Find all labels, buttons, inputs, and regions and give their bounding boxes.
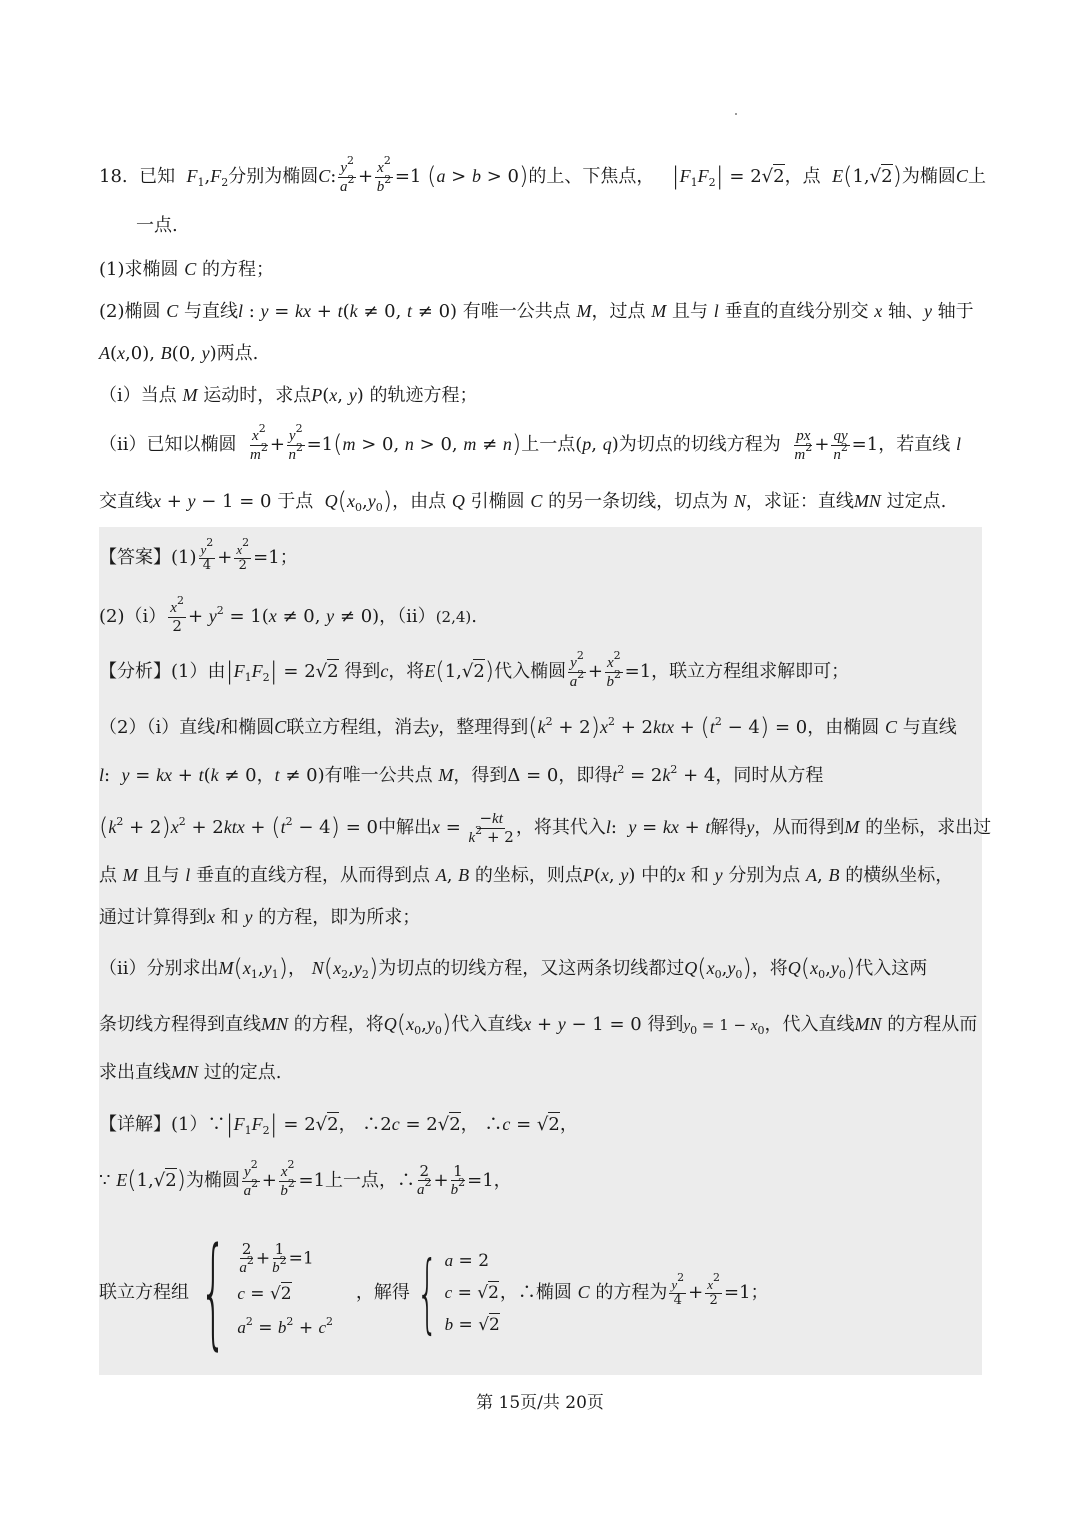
question-line-1: 18. 已知 $F_1,F_2$分别为椭圆C: $\frac{y^2}{a^2}$ + $\frac{x^2}{b^2}$ =1 (a > b > 0)的上、下焦点， $|F_1F_2| = 2√2$，点 E(1,√2)为椭圆C上 [99, 153, 986, 195]
analysis-line-3: l: y = kx + t(k ≠ 0，t ≠ 0)有唯一公共点 M，得到Δ = 0，即得$t^2 = 2k^2 + 4$，同时从方程 [99, 763, 824, 786]
analysis-line-5: 点 M 且与 l 垂直的直线方程，从而得到点 A, B 的坐标，则点P(x, y) 中的x 和 y 分别为点 A, B 的横纵坐标， [99, 865, 954, 886]
answer-line-1: 【答案】(1) $\frac{y^2}{4}$ + $\frac{x^2}{2}$ =1； [99, 536, 298, 573]
detail-line-2: ∵ E(1,√2)为椭圆 $\frac{y^2}{a^2}$ + $\frac{x^2}{b^2}$ =1上一点，∴ $\frac{2}{a^2}$ + $\frac{1}{b^2}$ =1， [99, 1157, 512, 1199]
analysis-line-7: （ii）分别求出$M(x_1,y_1)$， $N(x_2,y_2)$为切点的切线方程，又这两条切线都过$Q(x_0,y_0)$，将$Q(x_0,y_0)$代入这两 [99, 954, 928, 982]
analysis-line-9: 求出直线MN 过的定点. [99, 1062, 282, 1083]
page-footer: 第 15页/共 20页 [476, 1393, 604, 1413]
detail-line-1: 【详解】$(1)\because|F_1F_2| = 2√2$， ∴2c = 2√2， ∴c = √2， [99, 1110, 578, 1138]
question-part-1: (1)求椭圆 C 的方程； [99, 259, 274, 280]
question-part-2-i: （i）当点 M 运动时，求点P(x, y) 的轨迹方程； [99, 385, 478, 406]
analysis-line-4: $(k^2 + 2)x^2 + 2ktx + (t^2 - 4) = 0$中解出x = $\frac{-kt}{k^2 + 2}$ ，将其代入l: y = kx + t解得y，从而得到M 的坐标，求出过 [99, 808, 992, 846]
analysis-line-2: （2）（i）直线l和椭圆C联立方程组，消去y，整理得到$(k^2 + 2)x^2 + 2ktx + (t^2 - 4) = 0$，由椭圆 C 与直线 [99, 713, 957, 741]
analysis-line-8: 条切线方程得到直线MN 的方程，将$Q(x_0,y_0)$代入直线x + y − 1 = 0 得到$y_0 = 1 - x_0$，代入直线MN 的方程从而 [99, 1010, 978, 1038]
detail-line-3: 联立方程组 { $\frac{2}{a^2}$ + $\frac{1}{b^2}$ =1 c = √2 $a^2 = b^2 + c^2$ ，解得 { a = 2 c = √2 b = √2 ，∴椭圆 C 的方程为 $\frac{y^2}{4}$ + $\frac{x^2}{2}$ =1； [99, 1223, 769, 1362]
fraction: $\frac{y^2}{a^2}$ [339, 153, 355, 195]
question-part-2-ii: （ii）已知以椭圆 $\frac{x^2}{m^2}$ + $\frac{y^2}{n^2}$ =1(m > 0, n > 0, m ≠ n)上一点(p, q)为切点的切线方程为 $\frac{px}{m^2}$ + $\frac{qy}{n^2}$ =1，若直线 l [99, 421, 961, 463]
question-part-2-ii-cont: 交直线x + y − 1 = 0 于点 $Q(x_0,y_0)$，由点 Q 引椭圆 C 的另一条切线，切点为 N，求证：直线MN 过定点. [99, 487, 947, 515]
question-part-2: (2)椭圆 C 与直线l : y = kx + t(k ≠ 0, t ≠ 0) 有唯一公共点 M，过点 M 且与 l 垂直的直线分别交 x 轴、y 轴于 [99, 301, 974, 322]
answer-line-2: (2)（i） $\frac{x^2}{2}$ + $y^2 = 1(x \ne 0$, y ≠ 0)，（ii）(2,4). [99, 594, 477, 635]
analysis-line-6: 通过计算得到x 和 y 的方程，即为所求； [99, 907, 421, 928]
analysis-line-1: 【分析】(1）由$|F_1F_2| = 2√2$ 得到c，将E(1,√2)代入椭圆 $\frac{y^2}{a^2}$ + $\frac{x^2}{b^2}$ =1，联立方程组求解即可； [99, 648, 850, 690]
speck [735, 113, 737, 115]
question-part-2-cont: A(x,0), B(0, y)两点. [99, 343, 259, 364]
question-line-2: 一点. [136, 215, 178, 236]
